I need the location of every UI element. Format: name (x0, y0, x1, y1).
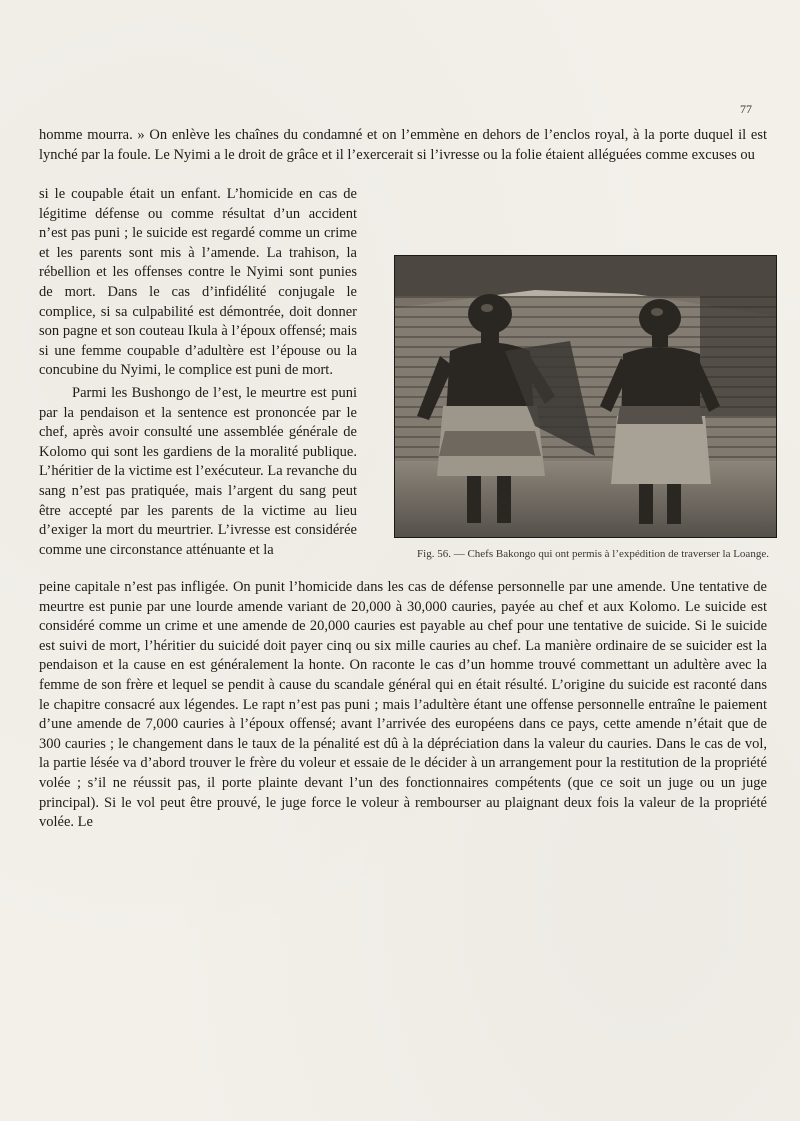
paragraph-1-wrapped: si le coupable était un enfant. L’homicide en cas de légitime défense ou comme résultat d’un accident n’est pas puni ; le suicide est regardé comme un crime et les parents sont mis à l’amende. La trahison, la rébellion et les offenses contre le Nyimi sont punies de mort. Dans le cas d’infidélité conjugale le complice, si sa culpabilité est démontrée, doit donner son pagne et son couteau Ikula à l’époux offensé; mais si une femme coupable d’adultère est l’épouse ou la concubine du Nyimi, le complice est puni de mort. (39, 186, 357, 379)
paragraph-2-wrapped: Parmi les Bushongo de l’est, le meurtre est puni par la pendaison et la sentence est prononcée par le chef, après avoir consulté une assemblée générale de Kolomo qui sont les gardiens de la moralité publique. L’héritier de la victime est l’exécuteur. La revanche du sang n’est pas pratiquée, mais l’argent du sang peut être accepté par les parents de la victime au lieu d’exiger la mort du meurtrier. L’ivresse est considérée comme une circonstance atténuante et la (39, 385, 357, 558)
paragraph-2-full-width: peine capitale n’est pas infligée. On punit l’homicide dans les cas de défense personnelle par une amende. Une tentative de meurtre est punie par une lourde amende variant de 20,000 à 30,000 cauries, payée au chef et aux Kolomo. Le suicide est considéré comme un crime et une amende de 20,000 cauries est payable au chef pour une tentative de suicide. Si le suicide est suivi de mort, l’héritier du suicidé doit payer cinq ou six mille cauries au chef. La manière ordinaire de se suicider est la pendaison et la cause en est généralement la honte. On raconte le cas d’un homme trouvé commettant un adultère avec la femme de son frère et lequel se pendit à cause du scandale général qui en était résulté. L’origine du suicide est raconté dans le chapitre consacré aux légendes. Le rapt n’est pas puni ; mais l’adultère étant une offense personnelle entraîne le paiement d’une amende de 7,000 cauries à l’époux offensé; avant l’arrivée des européens dans ce pays, cette amende n’était que de 300 cauries ; le changement dans le taux de la pénalité est dû à la dépréciation dans la valeur du cauries. Dans le cas de vol, la partie lésée va d’abord trouver le frère du voleur et essaie de le décider à un arrangement pour la restitution de la propriété volée ; s’il ne réussit pas, il porte plainte devant l’un des fonctionnaires compétents (que ce soit un juge ou un juge principal). Si le vol peut être prouvé, le juge force le voleur à rembourser au plaignant deux fois la valeur de la propriété volée. Le (39, 579, 767, 831)
photo-chiefs-illustration (395, 256, 776, 537)
paragraph-1-full-width: homme mourra. » On enlève les chaînes du condamné et on l’emmène en dehors de l’enclos royal, à la porte duquel il est lynché par la foule. Le Nyimi a le droit de grâce et il l’exercerait si l’ivresse ou la folie étaient alléguées comme excuses ou (39, 127, 767, 163)
figure-caption: Fig. 56. — Chefs Bakongo qui ont permis à l’expédition de traverser la Loange. (417, 548, 769, 560)
photograph-figure (394, 255, 777, 538)
page-number: 77 (740, 102, 752, 116)
